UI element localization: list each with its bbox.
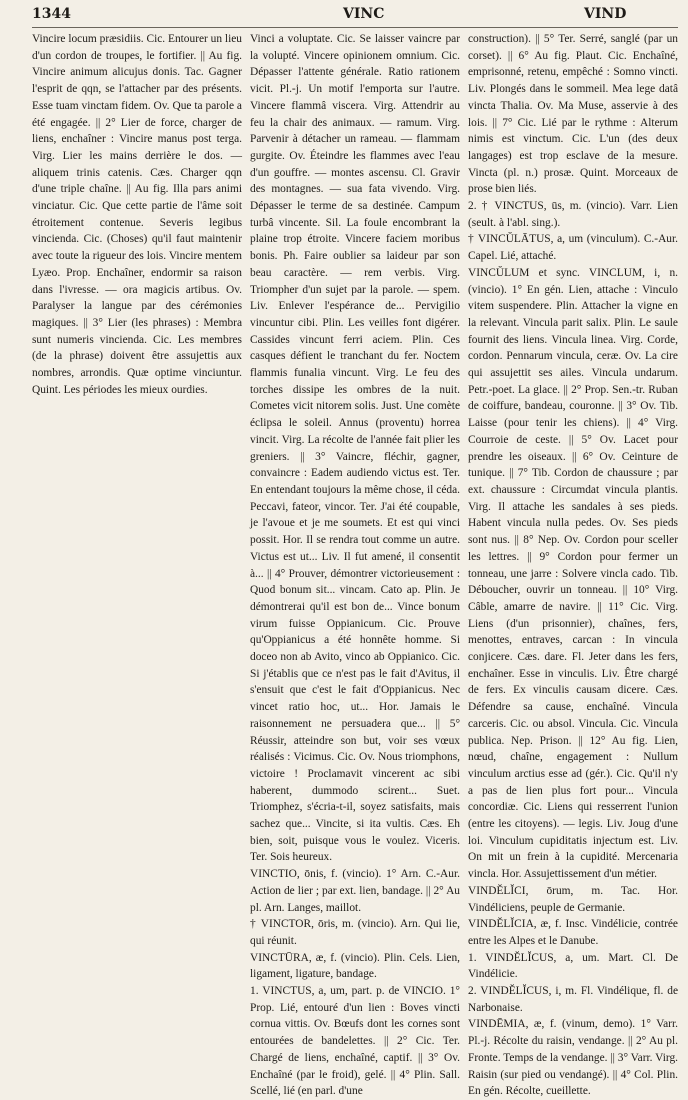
running-header: [32, 6, 678, 24]
entry-paragraph: 1. VINDĔLĬCUS, a, um. Mart. Cl. De Vindélicie.: [468, 951, 678, 981]
header-rule: [32, 27, 678, 28]
entry-paragraph: VINCTIO, ōnis, f. (vincio). 1° Arn. C.-Aur. Action de lier ; par ext. lien, bandage. || 2° Au pl. Arn. Langes, maillot.: [250, 868, 460, 914]
entry-paragraph: VINDĒMIA, æ, f. (vinum, demo). 1° Varr. Pl.-j. Récolte du raisin, vendange. || 2° Au pl. Fronte. Temps de la vendange. || 3° Varr. Virg. Raisin (sur pied ou vendangé). || 4° Col. Plin. En gén. Récolte, cueillette.: [468, 1018, 678, 1098]
header-center-word: VINC: [343, 6, 385, 22]
entry-paragraph: Vinci a voluptate. Cic. Se laisser vaincre par la volupté. Vincere opinionem omnium. Cic. Dépasser l'attente générale. Ratio rationem vicit. Pl.-j. Un motif l'emporta sur l'autre. Vincere flammâ viscera. Virg. Attendrir au feu la chair des animaux. — ramum. Virg. Parvenir à détacher un rameau. — flammam gurgite. Ov. Éteindre les flammes avec l'eau d'un gouffre. — montes ascensu. Cl. Gravir des montagnes. — sua fata vivendo. Virg. Dépasser le terme de sa destinée. Campum turbâ vincente. Sil. La foule encombrant la plaine trop étroite. Vincere faciem moribus bonis. Ph. Faire oublier sa laideur par son beau caractère. — rem verbis. Virg. Triompher d'un sujet par la parole. — spem. Liv. Enlever l'espérance de... Pervigilio vincuntur cibi. Plin. Les veilles font digérer. Cassides vincunt ferri aciem. Plin. Ces casques défient le tranchant du fer. Noctem flammis funalia vincunt. Virg. Le feu des torches dissipe les ombres de la nuit. Cometes vicit nitorem solis. Just. Une comète éclipsa le soleil. Annus (proventu) horrea vincit. Virg. La récolte de l'année fait plier les greniers. || 3° Vaincre, fléchir, gagner, convaincre : Eadem audiendo victus est. Ter. En entendant toujours la même chose, il céda. Peccavi, fateor, vincor. Ter. J'ai été coupable, je l'avoue et je me soumets. Et est qui vinci possit. Hor. Il se rendra tout comme un autre. Victus est ut... Liv. Il fut amené, il consentit à... || 4° Prouver, démontrer victorieusement : Quod bonum sit... vincam. Cato ap. Plin. Je démontrerai qu'il est bon de... Vince bonum virum fuisse Oppianicum. Cic. Prouve qu'Oppianicus a été honnête homme. Si doceo non ab Avito, vinco ab Oppianico. Cic. Si j'établis que ce n'est pas le fait d'Avitus, il s'ensuit que c'est le fait d'Oppianicus. Nec vincet ratio hoc, ut... Hor. Jamais le raisonnement ne persuadera que... || 5° Réussir, atteindre son but, voir ses vœux réalisés : Vicimus. Cic. Ov. Nous triomphons, victoire ! Proclamavit vincerent ac sibi haberent, dummodo scirent... Suet. Triomphez, s'écria-t-il, soyez satisfaits, mais sachez que... Vincite, si ita vultis. Cæs. Eh bien, soit, puisque vous le voulez. Viceris. Ter. Sois heureux.: [250, 33, 460, 864]
entry-paragraph: 2. † VINCTUS, ūs, m. (vincio). Varr. Lien (seult. à l'abl. sing.).: [468, 200, 678, 229]
column-middle: [250, 31, 460, 1098]
entry-paragraph: Vincire locum præsidiis. Cic. Entourer un lieu d'un cordon de troupes, le fortifier. || Au fig. Vincire animum alicujus donis. Tac. Gagner l'esprit de qqn, se l'attacher par des présents. Esse tuam vinctam fidem. Ov. Que ta parole a été engagée. || 2° Lier de force, charger de liens, enchaîner : Vincire manus post terga. Virg. Lier les mains derrière le dos. — aliquem trinis catenis. Cæs. Charger qqn d'une triple chaîne. || Au fig. Illa pars animi vinciatur. Cic. Que cette partie de l'âme soit étroitement contenue. Severis legibus vincienda. Cic. (Choses) qu'il faut maintenir avec toute la rigueur des lois. Vincire mentem Lyæo. Prop. Enchaîner, endormir sa raison dans l'ivresse. — ora magicis artibus. Ov. Paralyser la langue par des cérémonies magiques. || 3° Lier (les phrases) : Membra sunt numeris vincienda. Cic. Les membres (de la phrase) doivent être assujettis aux nombres, arrondis. Quæ optime vinciuntur. Quint. Les périodes les mieux ourdies.: [32, 33, 243, 396]
entry-paragraph: VINCŬLUM et sync. VINCLUM, i, n. (vincio). 1° En gén. Lien, attache : Vinculo vitem suspendere. Plin. Attacher la vigne en la relevant. Vincula parit salix. Plin. Le saule fournit des liens. Vincula linea. Virg. Corde, cordon. Pennarum vincula, ceræ. Ov. La cire qui assujettit ses ailes. Vincula undarum. Petr.-poet. La glace. || 2° Prop. Sen.-tr. Ruban de coiffure, bandeau, couronne. || 3° Ov. Tib. Laisse (pour tenir les chiens). || 4° Virg. Courroie de ceste. || 5° Ov. Lacet pour prendre les oiseaux. || 6° Ov. Ceinture de tunique. || 7° Tib. Cordon de chaussure ; par ext. chaussure : Circumdat vincula plantis. Virg. Il attache les sandales à ses pieds. Habent vincula nulla pedes. Ov. Ses pieds sont nus. || 8° Nep. Ov. Cordon pour sceller les lettres. || 9° Cordon pour fermer un tonneau, une jarre : Solvere vincla cado. Tib. Déboucher, ouvrir un tonneau. || 10° Virg. Câble, amarre de navire. || 11° Cic. Virg. Liens (d'un prisonnier), chaînes, fers, menottes, entraves, carcan : In vincula conjicere. Cæs. dare. Fl. Jeter dans les fers, enchaîner. Esse in vinculis. Liv. Être chargé de fers. Ex vinculis causam dicere. Cæs. Défendre sa cause, enchaîné. Vincula carceris. Cic. ou absol. Vincula. Cic. Vincula publica. Nep. Prison. || 12° Au fig. Lien, nœud, chaîne, engagement : Nullum vinculum arctius esse ad (gér.). Cic. Qu'il n'y a pas de lien plus fort pour... Vincula concordiæ. Cic. Liens qui resserrent l'union (entre les citoyens). — legis. Liv. Joug d'une loi. Vinculum cupiditatis injectum est. Liv. On mit un frein à la cupidité. Mercenaria vincla. Hor. Assujettissement d'un métier.: [468, 266, 678, 881]
columns: [32, 31, 678, 1098]
page-number: 1344: [32, 6, 71, 22]
entry-paragraph: † VINCTOR, ōris, m. (vincio). Arn. Qui lie, qui réunit.: [250, 918, 460, 947]
entry-paragraph: VINCTŪRA, æ, f. (vincio). Plin. Cels. Lien, ligament, ligature, bandage.: [250, 951, 460, 981]
entry-paragraph: VINDĔLĬCIA, æ, f. Insc. Vindélicie, contrée entre les Alpes et le Danube.: [468, 918, 678, 947]
entry-paragraph: 2. VINDĔLĬCUS, i, m. Fl. Vindélique, fl. de Narbonaise.: [468, 985, 678, 1014]
entry-paragraph: VINDĔLĬCI, ōrum, m. Tac. Hor. Vindéliciens, peuple de Germanie.: [468, 884, 678, 914]
entry-paragraph: construction). || 5° Ter. Serré, sanglé (par un corset). || 6° Au fig. Plaut. Cic. Enchaîné, emprisonné, retenu, empêché : Somno vincti. Liv. Plongés dans le sommeil. Mea lege datâ vincta Thalia. Ov. Ma Muse, asservie à des lois. || 7° Cic. Lié par le rythme : Alterum nimis est vinctum. Cic. L'un (des deux langages) est trop esclave de la mesure. Vincta (pl. n.) prosæ. Quint. Morceaux de prose bien liés.: [468, 33, 678, 196]
entry-paragraph: † VINCŬLĀTUS, a, um (vinculum). C.-Aur. Capel. Lié, attaché.: [468, 233, 678, 263]
entry-paragraph: 1. VINCTUS, a, um, part. p. de VINCIO. 1° Prop. Lié, entouré d'un lien : Boves vincti cornua vittis. Ov. Bœufs dont les cornes sont entourées de bandelettes. || 2° Cic. Ter. Chargé de liens, enchaîné, captif. || 3° Ov. Enchaîné (par le froid), gelé. || 4° Plin. Sall. Scellé, lié (en parl. d'une: [250, 985, 460, 1098]
header-right-word: VIND: [584, 6, 627, 22]
column-left: [32, 31, 242, 1020]
column-right: [468, 31, 678, 1098]
